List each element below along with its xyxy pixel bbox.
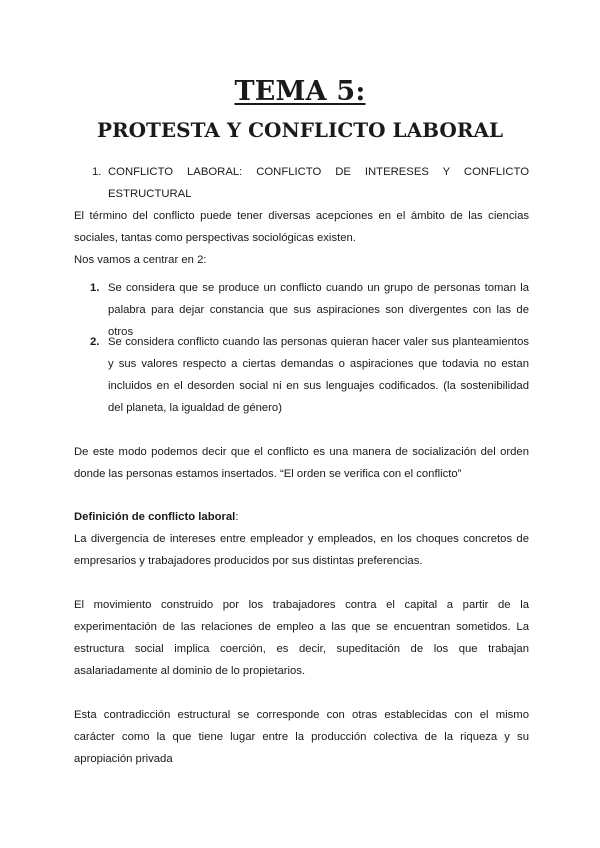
contradiction-paragraph: Esta contradicción estructural se corresponde con otras establecidas con el mismo carácter como la que tiene lugar entre la producción colectiva de la riqueza y su apropiación privada <box>74 709 529 765</box>
definition-paragraph: La divergencia de intereses entre empleador y empleados, en los choques concretos de empresarios y trabajadores producidos por sus distintas preferencias. <box>74 533 529 567</box>
focus-line: Nos vamos a centrar en 2: <box>74 254 207 266</box>
definition-colon: : <box>235 511 239 523</box>
page-title: TEMA 5: <box>234 76 366 107</box>
list-item-number: 1. <box>90 282 100 294</box>
section-heading <box>92 161 529 205</box>
list-item-number: 2. <box>90 336 100 348</box>
section-heading-text: CONFLICTO LABORAL: CONFLICTO DE INTERESES Y CONFLICTO ESTRUCTURAL <box>108 166 529 200</box>
section-number: 1. <box>92 166 102 178</box>
page-subtitle: PROTESTA Y CONFLICTO LABORAL <box>96 118 504 142</box>
list-item-text: Se considera conflicto cuando las personas quieran hacer valer sus planteamientos y sus valores respecto a ciertas demandas o aspiraciones que todavia no estan incluidos en el desorden social ni en sus lenguajes codificados. (la sostenibilidad del planeta, la igualdad de género) <box>108 336 529 414</box>
movement-paragraph: El movimiento construido por los trabajadores contra el capital a partir de la experimentación de las relaciones de empleo a las que se encuentran sometidos. La estructura social implica coerción, es decir, supeditación de los que trabajan asalariadamente al dominio de lo propietarios. <box>74 599 529 677</box>
list-item-text: Se considera que se produce un conflicto cuando un grupo de personas toman la palabra para dejar constancia que sus aspiraciones son divergentes con las de otros <box>108 282 529 338</box>
definition-label: Definición de conflicto laboral <box>74 511 236 523</box>
intro-paragraph: El término del conflicto puede tener diversas acepciones en el ámbito de las ciencias sociales, tantas como perspectivas sociológicas existen. <box>74 210 529 244</box>
list-item <box>90 331 529 419</box>
socialization-paragraph: De este modo podemos decir que el conflicto es una manera de socialización del orden donde las personas estamos insertados. “El orden se verifica con el conflicto” <box>74 446 529 480</box>
definition-heading <box>74 506 529 528</box>
